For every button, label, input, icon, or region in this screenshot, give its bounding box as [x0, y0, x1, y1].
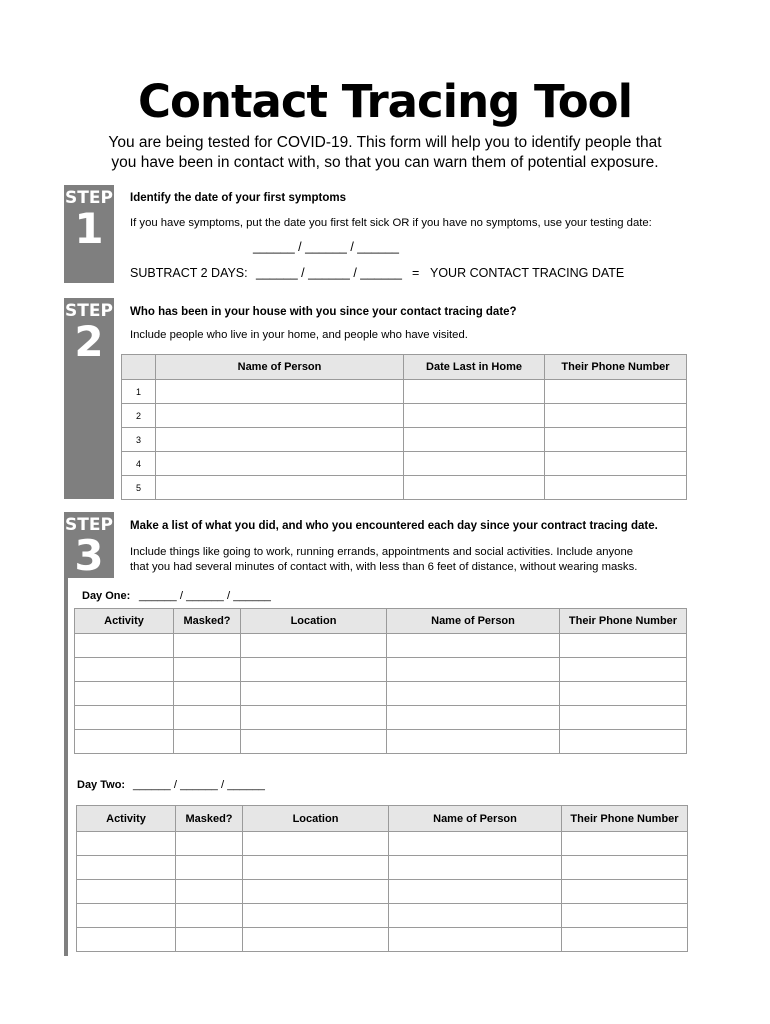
masked-cell[interactable]	[174, 658, 241, 682]
column-header: Their Phone Number	[545, 355, 687, 380]
subtract-label: SUBTRACT 2 DAYS:	[130, 266, 248, 280]
household-table	[121, 354, 687, 500]
symptom-date-field[interactable]: ______ / ______ / ______	[253, 240, 399, 254]
column-header: Masked?	[174, 609, 241, 634]
step-1-word: STEP	[65, 188, 113, 208]
equals-sign: =	[412, 266, 420, 280]
table-row	[122, 380, 687, 404]
day-one-date-field[interactable]: ______ / ______ / ______	[139, 590, 271, 602]
column-header: Date Last in Home	[404, 355, 545, 380]
column-header: Name of Person	[389, 806, 562, 832]
step-3-instruction-1: Include things like going to work, running errands, appointments and social activities. Include anyone	[130, 546, 634, 558]
activity-cell[interactable]	[75, 682, 174, 706]
day-two-label: Day Two:	[77, 779, 126, 791]
column-header: Name of Person	[387, 609, 560, 634]
table-row	[77, 832, 688, 856]
step-1-instruction: If you have symptoms, put the date you first felt sick OR if you have no symptoms, use your testing date:	[130, 217, 652, 229]
step-2-word: STEP	[65, 301, 113, 321]
day-one-label: Day One:	[82, 590, 131, 602]
date-cell[interactable]	[404, 452, 545, 476]
column-header: Activity	[77, 806, 176, 832]
phone-cell[interactable]	[562, 904, 688, 928]
phone-cell[interactable]	[545, 476, 687, 500]
location-cell[interactable]	[241, 658, 387, 682]
name-cell[interactable]	[387, 634, 560, 658]
column-header: Their Phone Number	[562, 806, 688, 832]
table-row	[77, 928, 688, 952]
name-cell[interactable]	[156, 476, 404, 500]
phone-cell[interactable]	[545, 380, 687, 404]
column-header: Name of Person	[156, 355, 404, 380]
phone-cell[interactable]	[562, 856, 688, 880]
location-cell[interactable]	[241, 706, 387, 730]
step-2-number: 2	[74, 317, 104, 366]
activity-cell[interactable]	[75, 658, 174, 682]
step-2-instruction: Include people who live in your home, and people who have visited.	[130, 329, 468, 341]
name-cell[interactable]	[387, 682, 560, 706]
row-number: 2	[122, 404, 156, 428]
household-header-row	[122, 355, 687, 380]
row-number-header	[122, 355, 156, 380]
step-1-heading: Identify the date of your first symptoms	[130, 192, 346, 204]
row-number: 5	[122, 476, 156, 500]
phone-cell[interactable]	[560, 658, 687, 682]
phone-cell[interactable]	[560, 730, 687, 754]
row-number: 1	[122, 380, 156, 404]
row-number: 3	[122, 428, 156, 452]
tracing-date-field[interactable]: ______ / ______ / ______	[256, 266, 402, 280]
page-title: Contact Tracing Tool	[137, 75, 632, 128]
day-two-date-field[interactable]: ______ / ______ / ______	[133, 779, 265, 791]
date-cell[interactable]	[404, 428, 545, 452]
column-header: Location	[241, 609, 387, 634]
date-cell[interactable]	[404, 380, 545, 404]
phone-cell[interactable]	[560, 706, 687, 730]
location-cell[interactable]	[243, 904, 389, 928]
activity-cell[interactable]	[75, 634, 174, 658]
masked-cell[interactable]	[176, 928, 243, 952]
location-cell[interactable]	[241, 682, 387, 706]
phone-cell[interactable]	[560, 682, 687, 706]
activity-cell[interactable]	[77, 880, 176, 904]
activity-cell[interactable]	[77, 856, 176, 880]
activity-cell[interactable]	[75, 730, 174, 754]
table-row	[75, 730, 687, 754]
table-row	[75, 706, 687, 730]
table-row	[75, 658, 687, 682]
masked-cell[interactable]	[176, 904, 243, 928]
name-cell[interactable]	[156, 452, 404, 476]
row-number: 4	[122, 452, 156, 476]
masked-cell[interactable]	[176, 832, 243, 856]
masked-cell[interactable]	[174, 706, 241, 730]
step-3-word: STEP	[65, 515, 113, 535]
day-one-table	[74, 608, 687, 754]
column-header: Location	[243, 806, 389, 832]
phone-cell[interactable]	[545, 404, 687, 428]
name-cell[interactable]	[156, 404, 404, 428]
location-cell[interactable]	[243, 832, 389, 856]
table-row	[77, 904, 688, 928]
name-cell[interactable]	[389, 880, 562, 904]
day-two-table	[76, 805, 688, 952]
masked-cell[interactable]	[176, 880, 243, 904]
step-2-badge	[64, 298, 114, 499]
name-cell[interactable]	[389, 928, 562, 952]
column-header: Activity	[75, 609, 174, 634]
masked-cell[interactable]	[174, 730, 241, 754]
day-two-header-row	[77, 806, 688, 832]
masked-cell[interactable]	[176, 856, 243, 880]
location-cell[interactable]	[243, 880, 389, 904]
table-row	[77, 880, 688, 904]
step-3-sidebar	[64, 578, 68, 956]
name-cell[interactable]	[387, 730, 560, 754]
phone-cell[interactable]	[562, 928, 688, 952]
name-cell[interactable]	[389, 856, 562, 880]
phone-cell[interactable]	[562, 832, 688, 856]
activity-cell[interactable]	[77, 904, 176, 928]
masked-cell[interactable]	[174, 682, 241, 706]
activity-cell[interactable]	[75, 706, 174, 730]
masked-cell[interactable]	[174, 634, 241, 658]
column-header: Their Phone Number	[560, 609, 687, 634]
phone-cell[interactable]	[545, 452, 687, 476]
column-header: Masked?	[176, 806, 243, 832]
location-cell[interactable]	[241, 634, 387, 658]
phone-cell[interactable]	[562, 880, 688, 904]
location-cell[interactable]	[243, 928, 389, 952]
day-one-header-row	[75, 609, 687, 634]
table-row	[75, 682, 687, 706]
step-3-badge	[64, 512, 114, 578]
intro-line-2: you have been in contact with, so that you can warn them of potential exposure.	[111, 154, 659, 171]
intro-text	[60, 133, 710, 173]
date-cell[interactable]	[404, 476, 545, 500]
table-row	[122, 476, 687, 500]
name-cell[interactable]	[387, 706, 560, 730]
table-row	[122, 428, 687, 452]
step-1-number: 1	[74, 204, 104, 253]
phone-cell[interactable]	[545, 428, 687, 452]
step-3-heading: Make a list of what you did, and who you encountered each day since your contract tracing date.	[130, 520, 658, 532]
result-label: YOUR CONTACT TRACING DATE	[430, 266, 625, 280]
date-cell[interactable]	[404, 404, 545, 428]
intro-line-1: You are being tested for COVID-19. This form will help you to identify people that	[108, 134, 662, 151]
name-cell[interactable]	[156, 428, 404, 452]
table-row	[122, 404, 687, 428]
activity-cell[interactable]	[77, 832, 176, 856]
name-cell[interactable]	[389, 904, 562, 928]
phone-cell[interactable]	[560, 634, 687, 658]
name-cell[interactable]	[156, 380, 404, 404]
table-row	[122, 452, 687, 476]
step-2-heading: Who has been in your house with you since your contact tracing date?	[130, 306, 517, 318]
location-cell[interactable]	[241, 730, 387, 754]
name-cell[interactable]	[389, 832, 562, 856]
table-row	[75, 634, 687, 658]
activity-cell[interactable]	[77, 928, 176, 952]
step-3-number: 3	[74, 531, 104, 580]
step-3-instruction-2: that you had several minutes of contact with, with less than 6 feet of distance, without wearing masks.	[130, 561, 638, 573]
location-cell[interactable]	[243, 856, 389, 880]
table-row	[77, 856, 688, 880]
name-cell[interactable]	[387, 658, 560, 682]
step-1-badge	[64, 185, 114, 283]
